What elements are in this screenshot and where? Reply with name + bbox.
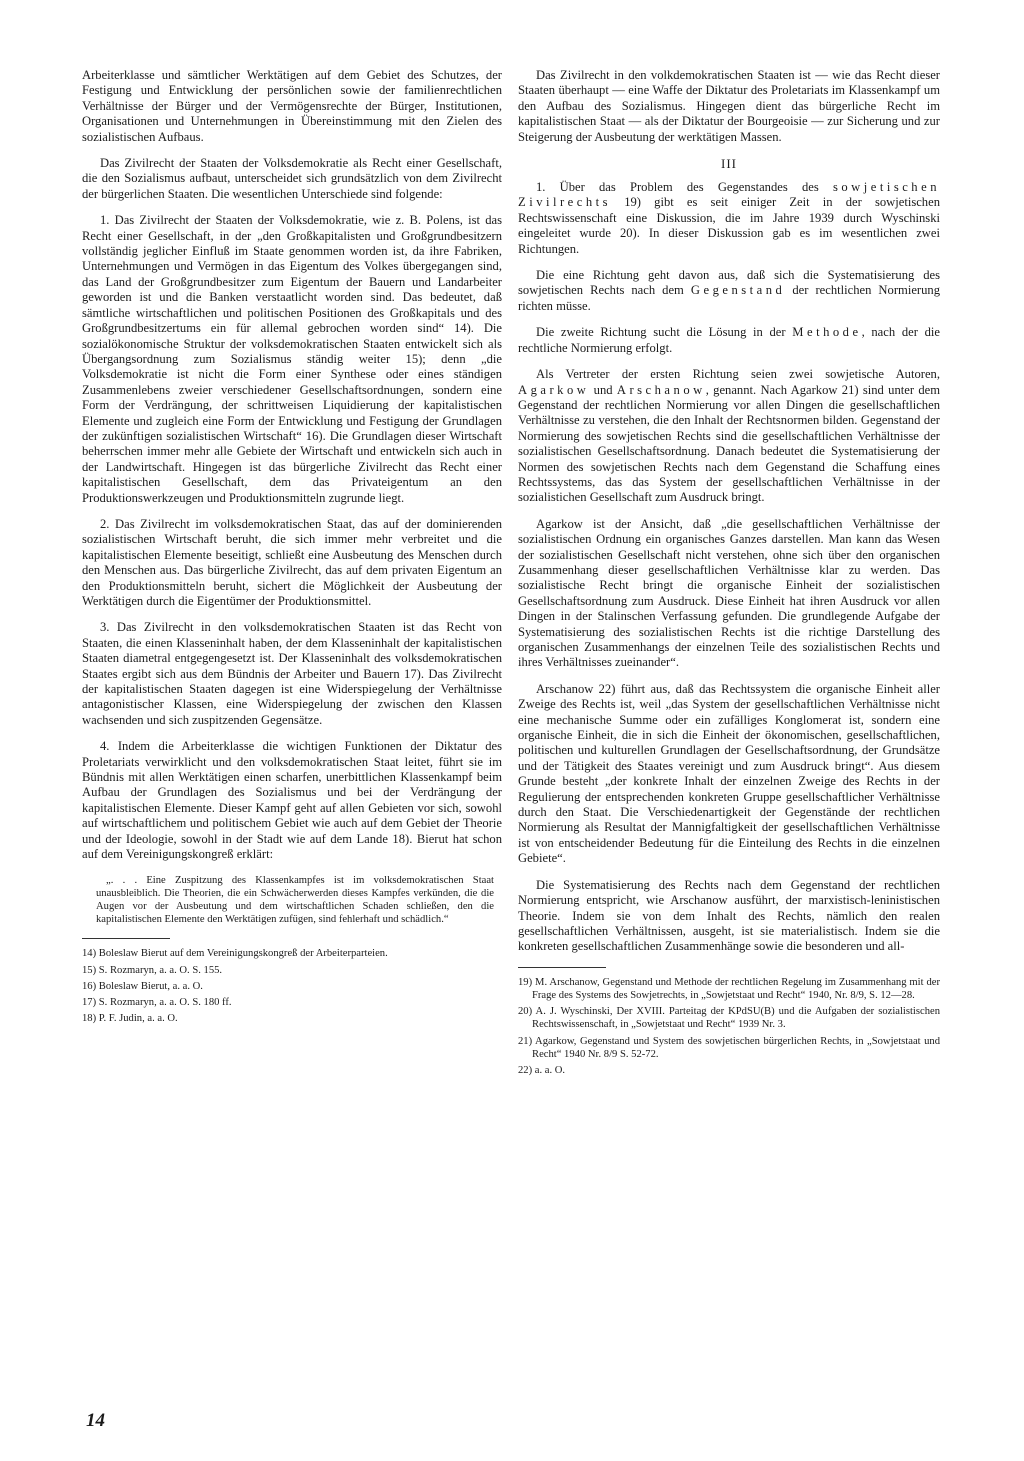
text-run: , genannt. Nach Agarkow 21) sind unter dem Gegenstand der rechtlichen Normierung vor allen Dingen die gesellschaftlichen Verhältnisse zu verstehen, die den Inhalt der Rechtsnormen bilden. Gegenstand der Normierung des sowjetischen Rechts sind die gesellschaftlichen Verhältnisse der sozialistischen Gesellschaftsordnung. Danach bedeutet die Systematisierung der Normen des sowjetischen Rechts nach dem Gegenstand die Schaffung eines Rechtssystems, das das System der gesellschaftlichen Verhältnisse in der sozialistichen Gesellschaft zum Ausdruck bringt. xyxy=(518,382,940,505)
block-quote: „. . . Eine Zuspitzung des Klassenkampfes ist im volksdemokratischen Staat unausbleiblich. Die Theorien, die ein Schwächerwerden dieses Kampfes verkünden, die die Augen vor der Ausbeutung und dem wirtschaftlichen Schaden schließen, den die kapitalistischen Elemente den Werktätigen zufügen, sind fehlerhaft und schädlich.“ xyxy=(96,874,494,926)
right-column xyxy=(518,68,940,1080)
text-run: 1. Über das Problem des Gegenstandes des xyxy=(536,180,833,195)
text-run: Als Vertreter der ersten Richtung seien zwei sowjetische Autoren, xyxy=(536,367,940,382)
footnote: 18) P. F. Judin, a. a. O. xyxy=(82,1013,178,1025)
paragraph xyxy=(518,325,940,356)
text-run: und xyxy=(589,382,617,397)
text-run: Die zweite Richtung sucht die Lösung in der xyxy=(536,325,793,340)
emphasized-term: Arschanow xyxy=(616,382,706,397)
footnote: 22) a. a. O. xyxy=(518,1064,566,1076)
footnote: 19) M. Arschanow, Gegenstand und Methode der rechtlichen Regelung im Zusammenhang mit der Frage des Systems des Sowjetrechts, in „Sowjetstaat und Recht“ 1940, Nr. 8/9, S. 12—28. xyxy=(518,976,940,1001)
footnote: 17) S. Rozmaryn, a. a. O. S. 180 ff. xyxy=(82,996,232,1008)
footnote: 20) A. J. Wyschinski, Der XVIII. Parteitag der KPdSU(B) und die Aufgaben der sozialistischen Rechtswissenschaft, in „Sowjetstaat und Recht“ 1939 Nr. 3. xyxy=(518,1006,940,1031)
section-heading: III xyxy=(721,156,737,172)
paragraph: 3. Das Zivilrecht in den volksdemokratischen Staaten ist das Recht von Staaten, die einen Klasseninhalt haben, der dem Klasseninhalt der kapitalistischen Staaten diametral entgegengesetzt ist. Der Klasseninhalt des volksdemokratischen Staates ergibt sich aus dem Bündnis der Arbeiter und Bauern 17). Das Zivilrecht der kapitalistischen Staaten dagegen ist eine Widerspiegelung der Verhältnisse antagonistischer Klassen, eine Widerspiegelung der zwischen den Klassen wachsenden und sich zuspitzenden Gegensätze. xyxy=(82,620,502,727)
paragraph: Arschanow 22) führt aus, daß das Rechtssystem die organische Einheit aller Zweige des Rechts ist, weil „das System der gesellschaftlichen Verhältnisse nicht eine mechanische Summe oder ein zufälliges Konglomerat ist, sondern eine organische Einheit, die in sich die Einheit der ökonomischen, gesellschaftlichen, politischen und kulturellen Grundlagen der Gesellschaftsordnung, der Grundsätze und der Tätigkeit des Staates vereinigt und zum Ausdruck bringt“. Aus diesem Grunde besteht „der konkrete Inhalt der einzelnen Zweige des Rechts in der Regulierung der entsprechenden konkreten Gruppe gesellschaftlicher Verhältnisse durch den Staat. Die Verschiedenartigkeit der Gegenstände der rechtlichen Normierung als Resultat der Mannigfaltigkeit der gesellschaftlichen Verhältnisse ist von entscheidender Bedeutung für die Einteilung des Rechts in die einzelnen Gebiete“. xyxy=(518,681,940,866)
paragraph xyxy=(518,268,940,314)
footnote: 21) Agarkow, Gegenstand und System des sowjetischen bürgerlichen Rechts, in „Sowjetstaat und Recht“ 1940 Nr. 8/9 S. 52-72. xyxy=(518,1035,940,1060)
paragraph: 4. Indem die Arbeiterklasse die wichtigen Funktionen der Diktatur des Proletariats verwirklicht und den volksdemokratischen Staat leitet, führt sie im Bündnis mit allen Werktätigen einen scharfen, unerbittlichen Klassenkampf beim Aufbau der Grundlagen des Sozialismus und bei der Verdrängung der kapitalistischen Elemente. Dieser Kampf geht auf allen Gebieten vor sich, sowohl auf wirtschaftlichem und politischem Gebiet wie auch auf dem Gebiet der Theorie und der Ideologie, sowohl in der Stadt wie auf dem Lande 18). Bierut hat schon auf dem Vereinigungskongreß erklärt: xyxy=(82,739,502,862)
text-run: , nach der die rechtliche Normierung erfolgt. xyxy=(518,325,940,355)
paragraph: 1. Das Zivilrecht der Staaten der Volksdemokratie, wie z. B. Polens, ist das Recht einer Gesellschaft, in der „den Großkapitalisten und Großgrundbesitzern vollständig jeglicher Einfluß im Staate genommen worden ist, da ihre Fabriken, Unternehmungen und Vermögen in das Eigentum des Volkes übergegangen sind, das Land der Großgrundbesitzer zum Eigentum der Bauern und Landarbeiter geworden ist und die Banken verstaatlicht worden sind. Das bedeutet, daß sämtliche wirtschaftlichen und politischen Positionen des Großkapitals und des Großgrundbesitzertums ein für allemal gebrochen worden sind“ 14). Die sozialökonomische Struktur der volksdemokratischen Staaten entwickelt sich als Übergangsordnung zum Sozialismus ständig weiter 15); denn „die Volksdemokratie ist nicht die Form einer Synthese oder eines ständigen Zusammenlebens zweier verschiedener Gesellschaftsordnungen, sondern eine Form der Verdrängung, der schrittweisen Liquidierung der kapitalistischen Elemente und zugleich eine Form der Entwicklung und Festigung der Grundlagen der zukünftigen sozialistischen Wirtschaft“ 16). Die Grundlagen dieser Wirtschaft beherrschen immer mehr alle Gebiete der Wirtschaft und entwickeln sich auch in der Landwirtschaft. Hingegen ist das bürgerliche Zivilrecht das Recht einer kapitalistischen Gesellschaft, dem das Privateigentum an den Produktionswerkzeugen und Produktionsmitteln zugrunde liegt. xyxy=(82,213,502,505)
paragraph: Das Zivilrecht in den volkdemokratischen Staaten ist — wie das Recht dieser Staaten überhaupt — eine Waffe der Diktatur des Proletariats im Klassenkampf um den Aufbau des Sozialismus. Hingegen dient das bürgerliche Recht im kapitalistischen Staat — als der Diktatur der Bourgeoisie — zur Sicherung und zur Steigerung der Ausbeutung der werktätigen Massen. xyxy=(518,68,940,144)
text-run: 19) gibt es seit einiger Zeit in der sowjetischen Rechtswissenschaft eine Diskussion, die im Jahre 1939 durch Wyschinski eingeleitet wurde 20). In dieser Diskussion gab es im wesentlichen zwei Richtungen. xyxy=(518,195,940,256)
footnote-divider xyxy=(518,967,606,968)
paragraph xyxy=(518,180,940,257)
paragraph: Agarkow ist der Ansicht, daß „die gesellschaftlichen Verhältnisse der sozialistischen Ordnung ein organisches Ganzes darstellen. Man kann das Wesen der sozialistischen Gesellschaft nicht verstehen, ohne sich über den organischen Zusammenhang dieser gesellschaftlichen Verhältnisse klar zu werden. Das sozialistische Recht bringt die organische Einheit der sozialistischen Gesellschaftsordnung zum Ausdruck. Diese Einheit hat ihren Ausdruck vor allen Dingen in der Stalinschen Verfassung gefunden. Die grundlegende Aufgabe der Systematisierung des sozialistischen Rechts ist die richtige Darstellung des organischen Zusammenhangs der einzelnen Teile des sozialistischen Rechts und ihres Verhältnisses zueinander“. xyxy=(518,516,940,670)
paragraph: Arbeiterklasse und sämtlicher Werktätigen auf dem Gebiet des Schutzes, der Festigung und Entwicklung der persönlichen sowie der familienrechtlichen Verhältnisse der Bürger und der Vermögensrechte der Bürger, Institutionen, Organisationen und Unternehmungen in Übereinstimmung mit den Zielen des sozialistischen Aufbaus. xyxy=(82,68,502,144)
left-column xyxy=(82,68,502,1028)
footnote-divider xyxy=(82,938,170,939)
paragraph: 2. Das Zivilrecht im volksdemokratischen Staat, das auf der dominierenden sozialistischen Wirtschaft beruht, die sich immer mehr verbreitet und die kapitalistischen Elemente beseitigt, schließt eine Ausbeutung des Menschen durch den Menschen aus. Das bürgerliche Zivilrecht, das auf dem privaten Eigentum an den Produktionsmitteln beruht, sichert die Möglichkeit der Ausbeutung der Werktätigen durch die Eigentümer der Produktionsmittel. xyxy=(82,516,502,608)
footnote: 15) S. Rozmaryn, a. a. O. S. 155. xyxy=(82,964,223,976)
emphasized-term: Agarkow xyxy=(518,382,590,397)
paragraph: Das Zivilrecht der Staaten der Volksdemokratie als Recht einer Gesellschaft, die den Sozialismus aufbaut, unterscheidet sich grundsätzlich von dem Zivilrecht der bürgerlichen Staaten. Die wesentlichen Unterschiede sind folgende: xyxy=(82,156,502,201)
emphasized-term: sowjetischen Zivilrechts xyxy=(518,180,940,210)
paragraph: Die Systematisierung des Rechts nach dem Gegenstand der rechtlichen Normierung entspricht, wie Arschanow ausführt, der marxistisch-leninistischen Theorie. Indem sie von dem Inhalt des Rechts, nämlich den realen gesellschaftlichen Verhältnissen, ausgeht, ist sie materialistisch. Indem sie die konkreten gesellschaftlichen Zusammenhänge sowie die besonderen und all- xyxy=(518,877,940,954)
page-number: 14 xyxy=(86,1410,105,1431)
footnote: 16) Boleslaw Bierut, a. a. O. xyxy=(82,980,203,992)
text-run: der rechtlichen Normierung richten müsse. xyxy=(518,283,940,313)
text-run: Die eine Richtung geht davon aus, daß sich die Systematisierung des sowjetischen Rechts nach dem xyxy=(518,268,940,298)
paragraph xyxy=(518,367,940,506)
emphasized-term: Methode xyxy=(792,325,862,340)
footnote: 14) Boleslaw Bierut auf dem Vereinigungskongreß der Arbeiterparteien. xyxy=(82,948,388,960)
emphasized-term: Gegenstand xyxy=(690,283,786,298)
